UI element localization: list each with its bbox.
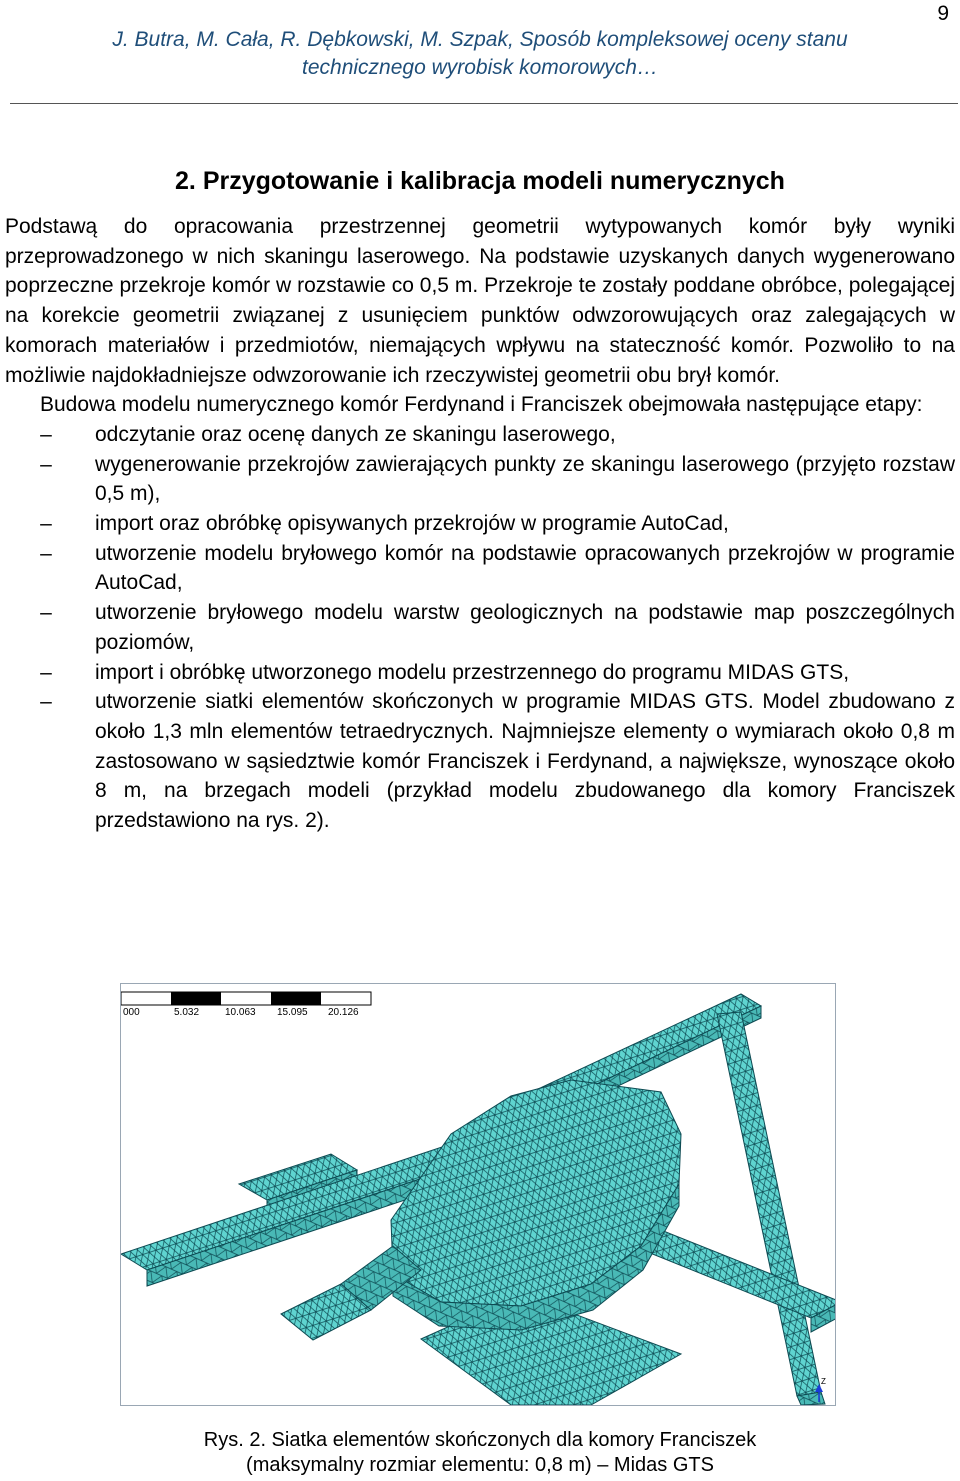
steps-list [5, 420, 955, 836]
caption-line1: Rys. 2. Siatka elementów skończonych dla komory Franciszek [203, 1429, 757, 1451]
paragraph-2: Budowa modelu numerycznego komór Ferdynand i Franciszek obejmowała następujące etapy: [40, 393, 923, 417]
list-dash: – [40, 452, 52, 476]
running-header [0, 26, 960, 82]
list-dash: – [40, 541, 52, 565]
list-item [5, 598, 955, 657]
list-item-text: wygenerowanie przekrojów zawierających punkty ze skaningu laserowego (przyjęto rozstaw 0,5 m), [95, 452, 955, 506]
running-header-line2: technicznego wyrobisk komorowych… [302, 56, 658, 79]
list-item-text: utworzenie modelu bryłowego komór na podstawie opracowanych przekrojów w programie AutoCad, [95, 541, 955, 595]
list-item-text: import oraz obróbkę opisywanych przekrojów w programie AutoCad, [95, 512, 729, 536]
section-heading: 2. Przygotowanie i kalibracja modeli numerycznych [175, 167, 785, 195]
axis-z-label: Z [821, 1377, 826, 1386]
page-number: 9 [937, 2, 949, 25]
mesh-body [121, 994, 835, 1405]
scale-label: 000 [123, 1007, 140, 1018]
scale-label: 15.095 [277, 1007, 308, 1018]
scale-bar [121, 992, 371, 1018]
list-item [5, 450, 955, 509]
running-header-line1: J. Butra, M. Cała, R. Dębkowski, M. Szpak, Sposób kompleksowej oceny stanu [112, 28, 848, 51]
list-item [5, 420, 955, 450]
corridor-right-vertical [717, 1012, 821, 1396]
list-item-text: utworzenie siatki elementów skończonych w programie MIDAS GTS. Model zbudowano z około 1,3 mln elementów tetraedrycznych. Najmniejsze elementy o wymiarach około 0,8 m zastosowano w sąsiedztwie komór Franciszek i Ferdynand, a największe, wynoszące około 8 m, na brzegach modeli (przykład modelu zbudowanego dla komory Franciszek przedstawiono na rys. 2). [95, 690, 955, 833]
list-dash: – [40, 660, 52, 684]
list-item [5, 509, 955, 539]
paragraph-1: Podstawą do opracowania przestrzennej geometrii wytypowanych komór były wyniki przeprowadzonego w nich skaningu laserowego. Na podstawie uzyskanych danych wygenerowano poprzeczne przekroje komór w rozstawie co 0,5 m. Przekroje te zostały poddane obróbce, polegającej na korekcie geometrii związanej z usunięciem punktów odwzorowujących oraz zalegających w komorach materiałów i przedmiotów, niemających wpływu na stateczność komór. Pozwoliło to na możliwie najdokładniejsze odwzorowanie ich rzeczywistej geometrii obu brył komór. [5, 215, 955, 387]
list-item [5, 687, 955, 836]
scale-label: 5.032 [174, 1007, 200, 1018]
list-item-text: odczytanie oraz ocenę danych ze skaningu laserowego, [95, 422, 616, 446]
list-item-text: utworzenie bryłowego modelu warstw geologicznych na podstawie map poszczególnych poziomów, [95, 601, 955, 654]
caption-line2: (maksymalny rozmiar elementu: 0,8 m) – Midas GTS [246, 1454, 714, 1476]
list-item [5, 539, 955, 598]
mesh-figure [120, 983, 836, 1406]
list-item [5, 658, 955, 688]
mesh-model-illustration [121, 984, 835, 1405]
scale-label: 20.126 [328, 1007, 359, 1018]
list-item-text: import i obróbkę utworzonego modelu przestrzennego do programu MIDAS GTS, [95, 660, 850, 684]
list-dash: – [40, 601, 52, 625]
list-dash: – [40, 690, 52, 714]
list-dash: – [40, 422, 52, 446]
header-rule [10, 103, 958, 104]
body-text [5, 212, 955, 836]
figure-caption [0, 1428, 960, 1478]
list-dash: – [40, 512, 52, 536]
scale-label: 10.063 [225, 1007, 256, 1018]
